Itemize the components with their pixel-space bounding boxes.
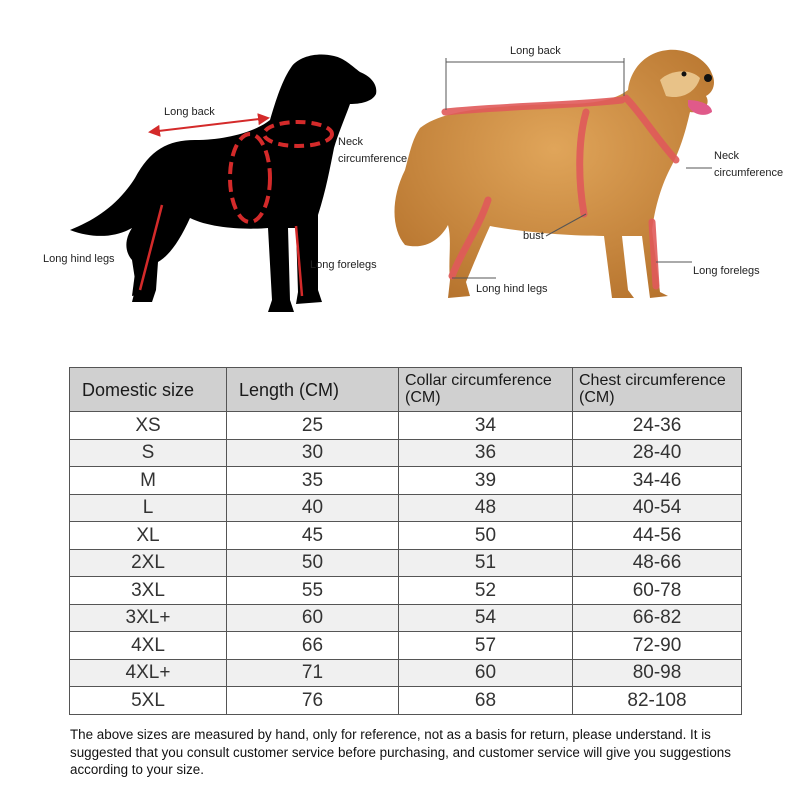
cell-size: XS xyxy=(70,412,227,440)
table-row xyxy=(70,604,742,632)
cell-length: 30 xyxy=(227,439,399,467)
cell-collar: 50 xyxy=(399,522,573,550)
cell-size: 2XL xyxy=(70,549,227,577)
cell-length: 45 xyxy=(227,522,399,550)
table-row xyxy=(70,439,742,467)
cell-length: 76 xyxy=(227,687,399,715)
cell-collar: 48 xyxy=(399,494,573,522)
table-row xyxy=(70,549,742,577)
header-domestic-size: Domestic size xyxy=(70,368,227,412)
photo-dog-long-back-label: Long back xyxy=(510,45,561,57)
cell-chest: 72-90 xyxy=(573,632,742,660)
cell-length: 35 xyxy=(227,467,399,495)
cell-size: 3XL+ xyxy=(70,604,227,632)
table-row xyxy=(70,687,742,715)
photo-dog-neck-label xyxy=(714,148,783,181)
cell-chest: 82-108 xyxy=(573,687,742,715)
photo-dog-neck-label-line2: circumference xyxy=(714,166,784,179)
header-chest-circumference: Chest circumference (CM) xyxy=(573,368,742,412)
cell-collar: 57 xyxy=(399,632,573,660)
table-row xyxy=(70,522,742,550)
cell-size: L xyxy=(70,494,227,522)
cell-collar: 60 xyxy=(399,659,573,687)
black-dog-hind-legs-label: Long hind legs xyxy=(43,253,115,265)
cell-length: 66 xyxy=(227,632,399,660)
black-dog-neck-label-line2: circumference xyxy=(338,152,408,165)
photo-dog-hind-legs-label: Long hind legs xyxy=(476,283,548,295)
cell-length: 50 xyxy=(227,549,399,577)
cell-collar: 68 xyxy=(399,687,573,715)
cell-collar: 52 xyxy=(399,577,573,605)
cell-length: 55 xyxy=(227,577,399,605)
header-collar-circumference: Collar circumference (CM) xyxy=(399,368,573,412)
cell-collar: 54 xyxy=(399,604,573,632)
cell-length: 40 xyxy=(227,494,399,522)
golden-dog-photo xyxy=(394,50,714,298)
black-dog-neck-label xyxy=(338,134,407,167)
cell-size: XL xyxy=(70,522,227,550)
cell-size: 3XL xyxy=(70,577,227,605)
table-header-row xyxy=(70,368,742,412)
size-chart-table xyxy=(69,367,742,715)
table-row xyxy=(70,659,742,687)
table-row xyxy=(70,494,742,522)
cell-chest: 66-82 xyxy=(573,604,742,632)
cell-length: 25 xyxy=(227,412,399,440)
cell-collar: 51 xyxy=(399,549,573,577)
cell-chest: 60-78 xyxy=(573,577,742,605)
photo-dog-forelegs-label: Long forelegs xyxy=(693,265,760,277)
cell-size: S xyxy=(70,439,227,467)
black-dog-long-back-label: Long back xyxy=(164,106,215,118)
black-dog-neck-label-line1: Neck xyxy=(338,136,364,148)
cell-chest: 24-36 xyxy=(573,412,742,440)
table-row xyxy=(70,467,742,495)
table-row xyxy=(70,577,742,605)
cell-size: 5XL xyxy=(70,687,227,715)
cell-collar: 36 xyxy=(399,439,573,467)
table-row xyxy=(70,632,742,660)
cell-chest: 44-56 xyxy=(573,522,742,550)
cell-chest: 80-98 xyxy=(573,659,742,687)
cell-size: 4XL xyxy=(70,632,227,660)
cell-collar: 34 xyxy=(399,412,573,440)
cell-length: 71 xyxy=(227,659,399,687)
table-row xyxy=(70,412,742,440)
cell-chest: 28-40 xyxy=(573,439,742,467)
cell-length: 60 xyxy=(227,604,399,632)
cell-chest: 34-46 xyxy=(573,467,742,495)
cell-size: 4XL+ xyxy=(70,659,227,687)
photo-dog-bust-label: bust xyxy=(523,230,544,242)
measurement-illustration xyxy=(0,0,800,340)
photo-dog-neck-label-line1: Neck xyxy=(714,150,740,162)
sizing-disclaimer-note: The above sizes are measured by hand, only for reference, not as a basis for return, please understand. It is suggested that you consult customer service before purchasing, and customer service will give you suggestions according to your size. xyxy=(70,727,731,777)
cell-size: M xyxy=(70,467,227,495)
black-dog-forelegs-label: Long forelegs xyxy=(310,259,377,271)
cell-collar: 39 xyxy=(399,467,573,495)
cell-chest: 48-66 xyxy=(573,549,742,577)
cell-chest: 40-54 xyxy=(573,494,742,522)
header-length: Length (CM) xyxy=(227,368,399,412)
